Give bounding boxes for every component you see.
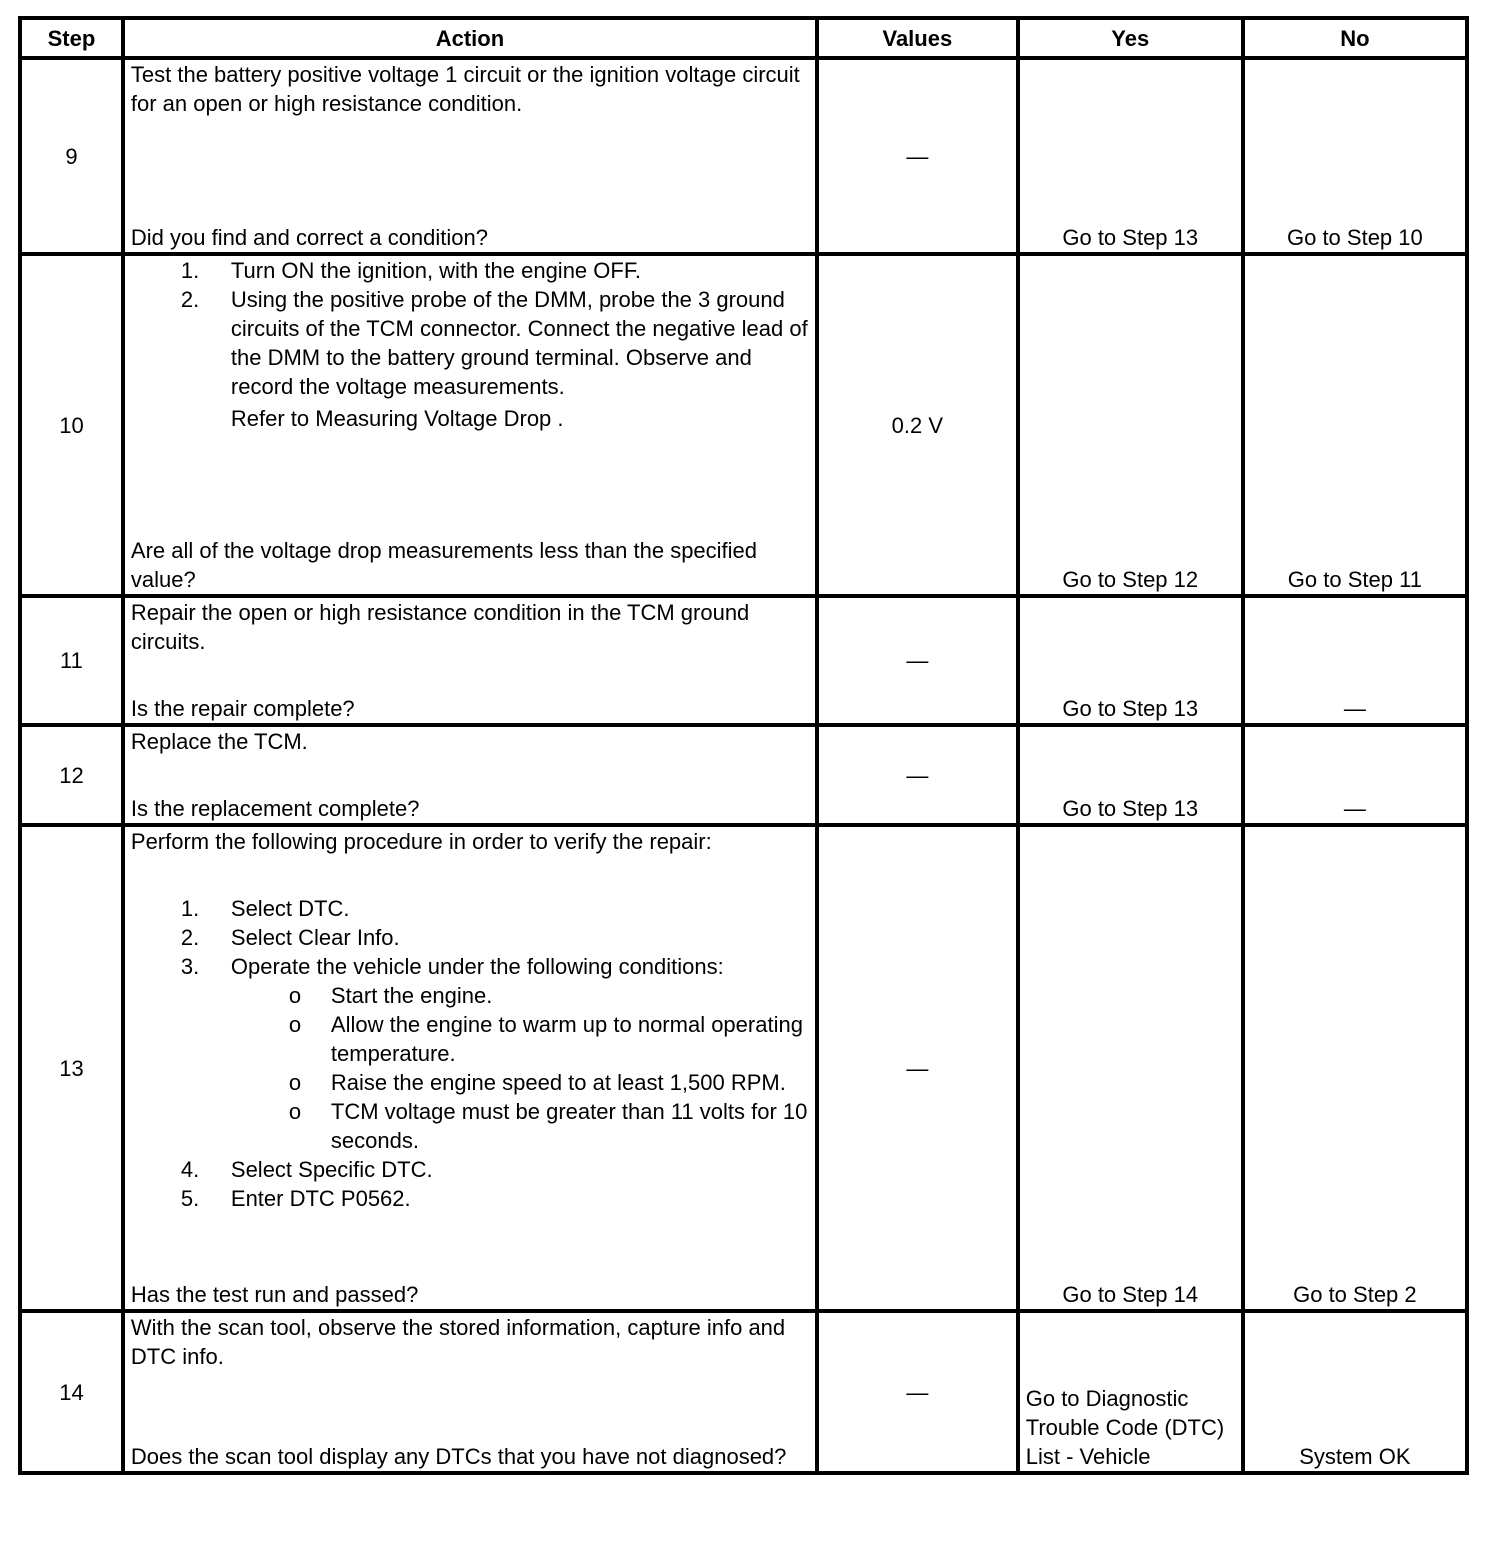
no-result[interactable]: Go to Step 2 (1243, 825, 1467, 1311)
value-cell: — (817, 58, 1018, 254)
no-result: System OK (1243, 1311, 1467, 1473)
step-number: 14 (20, 1311, 123, 1473)
spacer (131, 856, 809, 894)
sub-list-text: Allow the engine to warm up to normal operating temperature. (330, 1012, 803, 1066)
list-item (131, 256, 809, 285)
bullet-icon: o (288, 1012, 302, 1037)
bullet-icon: o (288, 1070, 302, 1095)
question-text: Does the scan tool display any DTCs that you have not diagnosed? (130, 1444, 787, 1469)
action-cell (123, 725, 817, 825)
sub-list-text: Raise the engine speed to at least 1,500 RPM. (330, 1070, 786, 1095)
question-text: Is the repair complete? (130, 696, 355, 721)
instruction-text: Repair the open or high resistance condition in the TCM ground circuits. (130, 600, 750, 654)
header-no: No (1243, 18, 1467, 58)
list-number: 3. (180, 954, 200, 979)
header-step: Step (20, 18, 123, 58)
list-number: 4. (180, 1157, 200, 1182)
bullet-icon: o (288, 1099, 302, 1124)
list-item (131, 894, 809, 923)
yes-result[interactable]: Go to Step 13 (1018, 58, 1243, 254)
list-item (131, 923, 809, 952)
value-cell: 0.2 V (817, 254, 1018, 596)
no-result: — (1243, 725, 1467, 825)
list-number: 5. (180, 1186, 200, 1211)
list-text: Operate the vehicle under the following conditions: (230, 954, 724, 979)
list-number: 2. (180, 925, 200, 950)
action-cell (123, 254, 817, 596)
step-number: 9 (20, 58, 123, 254)
sub-list-item (131, 1097, 809, 1155)
action-instructions (131, 60, 809, 118)
instruction-text: Test the battery positive voltage 1 circuit or the ignition voltage circuit for an open or high resistance condition. (130, 62, 800, 116)
list-item (131, 1155, 809, 1184)
question-text: Did you find and correct a condition? (130, 225, 488, 250)
yes-result[interactable]: Go to Step 13 (1018, 596, 1243, 725)
action-content (131, 1313, 809, 1471)
action-content (131, 60, 809, 252)
action-instructions (131, 256, 809, 433)
action-content (131, 827, 809, 1309)
yes-result[interactable]: Go to Diagnostic Trouble Code (DTC) List - Vehicle (1018, 1311, 1243, 1473)
header-values: Values (817, 18, 1018, 58)
no-result: — (1243, 596, 1467, 725)
header-action: Action (123, 18, 817, 58)
sub-list-item (131, 981, 809, 1010)
list-text: Turn ON the ignition, with the engine OFF. (230, 258, 641, 283)
yes-result[interactable]: Go to Step 14 (1018, 825, 1243, 1311)
step-number: 10 (20, 254, 123, 596)
no-result[interactable]: Go to Step 10 (1243, 58, 1467, 254)
value-cell: — (817, 596, 1018, 725)
list-text: Select DTC. (230, 896, 350, 921)
action-instructions (131, 1313, 809, 1371)
sub-list-text: TCM voltage must be greater than 11 volts for 10 seconds. (330, 1099, 808, 1153)
action-cell (123, 596, 817, 725)
sub-list-item (131, 1068, 809, 1097)
list-number: 1. (180, 258, 200, 283)
list-text: Select Specific DTC. (230, 1157, 433, 1182)
table-row (20, 725, 1467, 825)
value-cell: — (817, 725, 1018, 825)
table-row (20, 825, 1467, 1311)
table-row (20, 596, 1467, 725)
reference-link[interactable]: Refer to Measuring Voltage Drop . (230, 406, 564, 431)
list-text: Select Clear Info. (230, 925, 400, 950)
action-cell (123, 1311, 817, 1473)
sub-list-item (131, 1010, 809, 1068)
diagnostic-table (18, 16, 1469, 1475)
list-item (131, 285, 809, 401)
yes-result[interactable]: Go to Step 12 (1018, 254, 1243, 596)
instruction-text: With the scan tool, observe the stored information, capture info and DTC info. (130, 1315, 786, 1369)
list-number: 1. (180, 896, 200, 921)
header-row (20, 18, 1467, 58)
table-row (20, 254, 1467, 596)
action-content (131, 727, 809, 823)
instruction-text: Replace the TCM. (130, 729, 308, 754)
step-number: 12 (20, 725, 123, 825)
action-content (131, 598, 809, 723)
header-yes: Yes (1018, 18, 1243, 58)
action-content (131, 256, 809, 594)
question-text: Is the replacement complete? (130, 796, 420, 821)
question-text: Are all of the voltage drop measurements less than the specified value? (130, 538, 758, 592)
value-cell: — (817, 825, 1018, 1311)
question-text: Has the test run and passed? (130, 1282, 419, 1307)
step-number: 11 (20, 596, 123, 725)
action-instructions (131, 598, 809, 656)
list-item (131, 952, 809, 981)
yes-result[interactable]: Go to Step 13 (1018, 725, 1243, 825)
list-text: Using the positive probe of the DMM, probe the 3 ground circuits of the TCM connector. Connect the negative lead of the DMM to the battery ground terminal. Observe and record the voltage measurements. (230, 287, 808, 399)
bullet-icon: o (288, 983, 302, 1008)
table-row (20, 1311, 1467, 1473)
value-cell: — (817, 1311, 1018, 1473)
table-row (20, 58, 1467, 254)
list-item (131, 1184, 809, 1213)
list-text: Enter DTC P0562. (230, 1186, 411, 1211)
step-number: 13 (20, 825, 123, 1311)
action-cell (123, 825, 817, 1311)
no-result[interactable]: Go to Step 11 (1243, 254, 1467, 596)
action-instructions (131, 827, 809, 1213)
action-instructions (131, 727, 809, 756)
list-number: 2. (180, 287, 200, 312)
sub-list-text: Start the engine. (330, 983, 493, 1008)
instruction-text: Perform the following procedure in order to verify the repair: (130, 829, 712, 854)
action-cell (123, 58, 817, 254)
